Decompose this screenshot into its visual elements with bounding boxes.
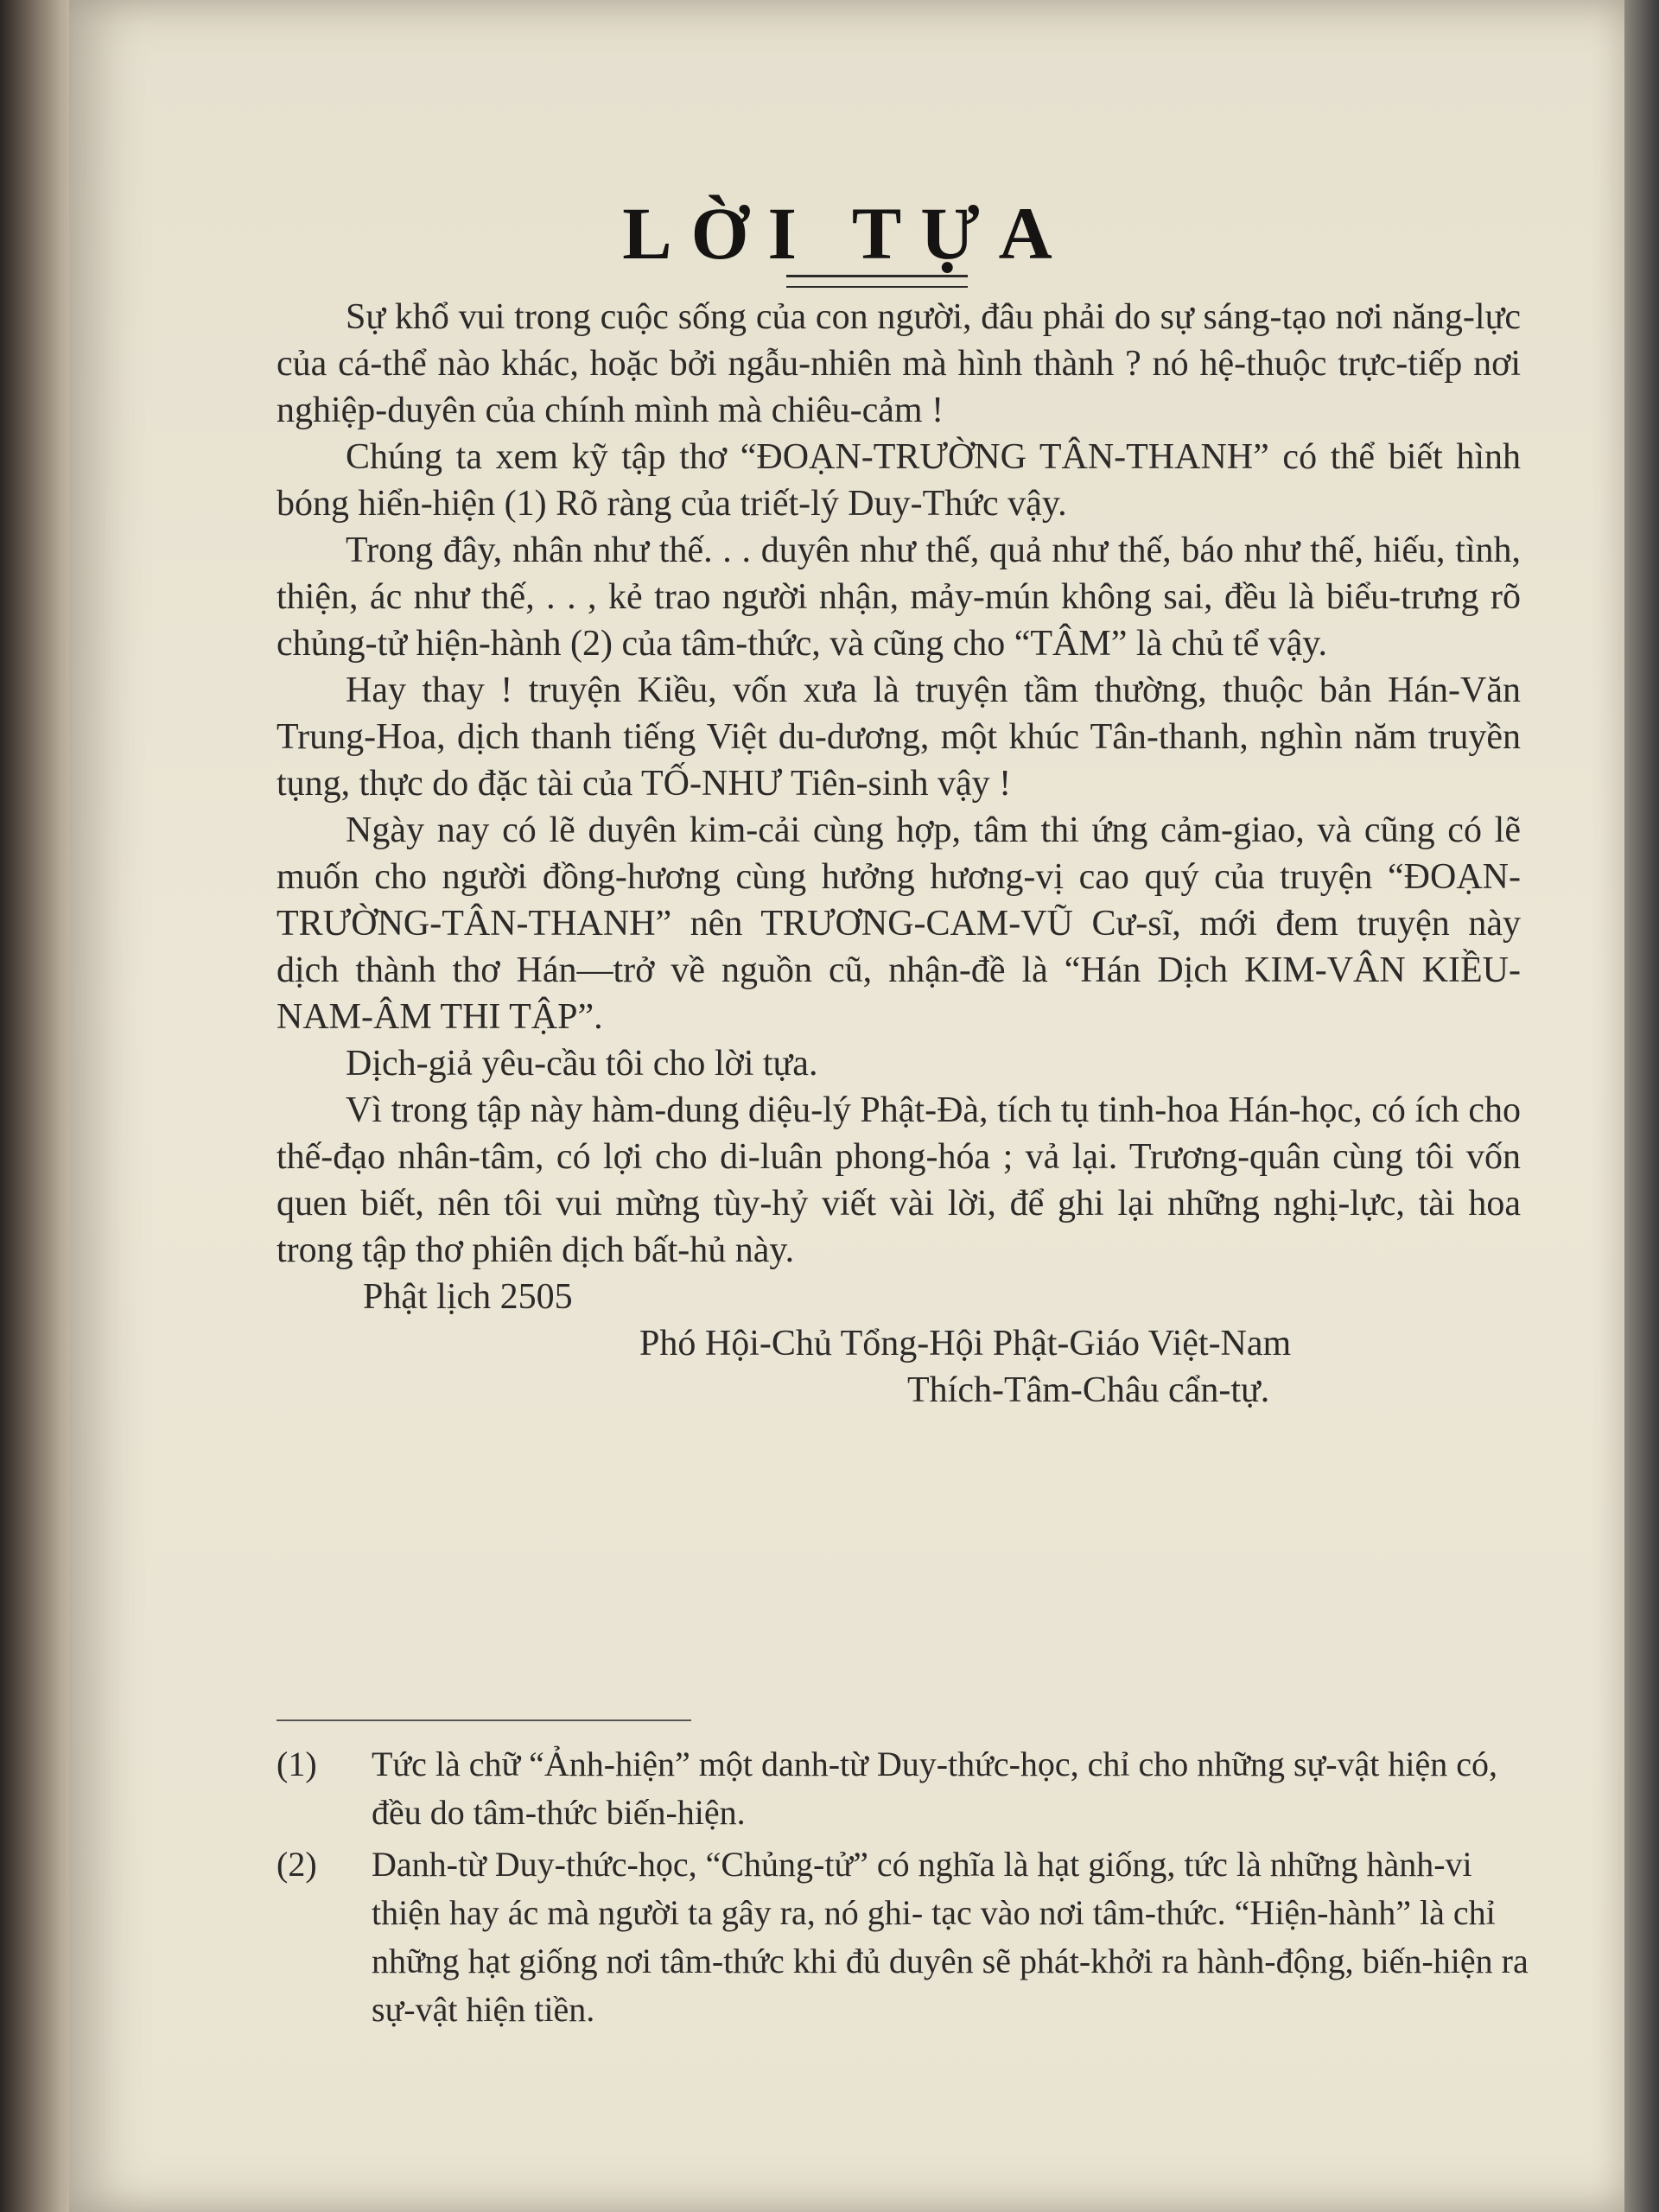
paragraph-4: Hay thay ! truyện Kiều, vốn xưa là truyện tầm thường, thuộc bản Hán-Văn Trung-Hoa, dịch thanh tiếng Việt du-dương, một khúc Tân-thanh, nghìn năm truyền tụng, thực do đặc tài của TỐ-NHƯ Tiên-sinh vậy ! [276, 671, 1521, 804]
footnote-1 [276, 1740, 1529, 1837]
paragraph-5: Ngày nay có lẽ duyên kim-cải cùng hợp, tâm thi ứng cảm-giao, và cũng có lẽ muốn cho người đồng-hương cùng hưởng hương-vị cao quý của truyện “ĐOẠN-TRƯỜNG-TÂN-THANH” nên TRƯƠNG-CAM-VŨ Cư-sĩ, mới đem truyện này dịch thành thơ Hán—trở về nguồn cũ, nhận-đề là “Hán Dịch KIM-VÂN KIỀU-NAM-ÂM THI TẬP”. [276, 810, 1521, 1037]
footnote-divider [276, 1719, 691, 1721]
signature-position: Phó Hội-Chủ Tổng-Hội Phật-Giáo Việt-Nam [639, 1324, 1292, 1363]
book-page [69, 0, 1624, 2212]
paragraph-7: Vì trong tập này hàm-dung diệu-lý Phật-Đà, tích tụ tinh-hoa Hán-học, có ích cho thế-đạo nhân-tâm, có lợi cho di-luân phong-hóa ; vả lại. Trương-quân cùng tôi vốn quen biết, nên tôi vui mừng tùy-hỷ viết vài lời, để ghi lại những nghị-lực, tài hoa trong tập thơ phiên dịch bất-hủ này. [276, 1090, 1521, 1270]
paragraph-2: Chúng ta xem kỹ tập thơ “ĐOẠN-TRƯỜNG TÂN-THANH” có thể biết hình bóng hiển-hiện (1) Rõ ràng của triết-lý Duy-Thức vậy. [276, 437, 1521, 524]
footnotes [276, 1719, 1529, 2037]
footnote-text: Danh-từ Duy-thức-học, “Chủng-tử” có nghĩa là hạt giống, tức là những hành-vi thiện hay ác mà người ta gây ra, nó ghi- tạc vào nơi tâm-thức. “Hiện-hành” là chỉ những hạt giống nơi tâm-thức khi đủ duyên sẽ phát-khởi ra hành-động, biến-hiện ra sự-vật hiện tiền. [372, 1845, 1529, 2029]
footnote-number: (1) [276, 1745, 317, 1783]
title-underline [786, 275, 968, 288]
page-title: LỜI TỰA [622, 192, 1071, 275]
signature-name: Thích-Tâm-Châu cẩn-tự. [907, 1370, 1270, 1410]
paragraph-6: Dịch-giả yêu-cầu tôi cho lời tựa. [346, 1044, 818, 1084]
signature-date: Phật lịch 2505 [363, 1277, 573, 1317]
footnote-text: Tức là chữ “Ảnh-hiện” một danh-từ Duy-thức-học, chỉ cho những sự-vật hiện có, đều do tâm-thức biến-hiện. [372, 1745, 1498, 1832]
footnote-2 [276, 1840, 1529, 2034]
paragraph-3: Trong đây, nhân như thế. . . duyên như thế, quả như thế, báo như thế, hiếu, tình, thiện, ác như thế, . . , kẻ trao người nhận, mảy-mún không sai, đều là biểu-trưng rõ chủng-tử hiện-hành (2) của tâm-thức, và cũng cho “TÂM” là chủ tể vậy. [276, 531, 1521, 664]
footnote-number: (2) [276, 1845, 317, 1884]
paragraph-1: Sự khổ vui trong cuộc sống của con người, đâu phải do sự sáng-tạo nơi năng-lực của cá-thể nào khác, hoặc bởi ngẫu-nhiên mà hình thành ? nó hệ-thuộc trực-tiếp nơi nghiệp-duyên của chính mình mà chiêu-cảm ! [276, 297, 1521, 430]
preface-body [276, 294, 1521, 1414]
signature-block [276, 1274, 1521, 1414]
